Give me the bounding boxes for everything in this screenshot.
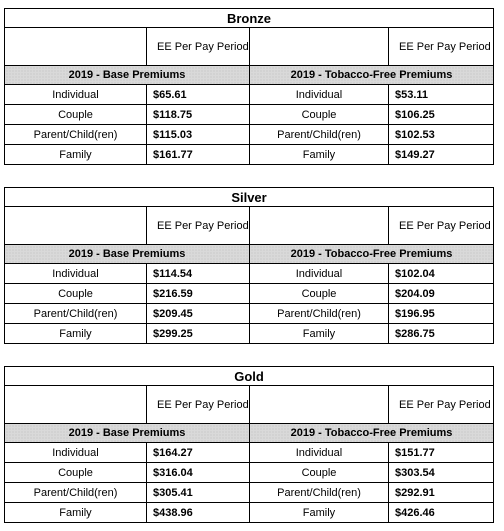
base-premium: $161.77: [147, 145, 250, 165]
tier-label: Parent/Child(ren): [250, 483, 389, 503]
tier-label: Family: [5, 503, 147, 523]
tier-label: Family: [250, 324, 389, 344]
column-header-base: EE Per Pay Period: [147, 207, 250, 245]
section-label-tobacco-free: 2019 - Tobacco-Free Premiums: [250, 245, 494, 264]
empty-cell: [250, 207, 389, 245]
plan-title: Silver: [5, 188, 494, 207]
table-row: [5, 284, 494, 304]
base-premium: $216.59: [147, 284, 250, 304]
table-row: [5, 463, 494, 483]
tobacco-free-premium: $102.04: [389, 264, 494, 284]
tobacco-free-premium: $426.46: [389, 503, 494, 523]
table-row: [5, 483, 494, 503]
tier-label: Couple: [250, 284, 389, 304]
tier-label: Couple: [5, 284, 147, 304]
plan-title: Gold: [5, 367, 494, 386]
base-premium: $299.25: [147, 324, 250, 344]
tier-label: Family: [250, 503, 389, 523]
tier-label: Family: [5, 324, 147, 344]
base-premium: $316.04: [147, 463, 250, 483]
base-premium: $118.75: [147, 105, 250, 125]
silver-premium-table: [4, 187, 494, 344]
tobacco-free-premium: $204.09: [389, 284, 494, 304]
tobacco-free-premium: $286.75: [389, 324, 494, 344]
column-header-tobacco-free: EE Per Pay Period: [389, 207, 494, 245]
tier-label: Parent/Child(ren): [5, 483, 147, 503]
column-header-tobacco-free: EE Per Pay Period: [389, 386, 494, 424]
gold-premium-table: [4, 366, 494, 523]
table-row: [5, 85, 494, 105]
base-premium: $164.27: [147, 443, 250, 463]
table-row: [5, 145, 494, 165]
section-label-base: 2019 - Base Premiums: [5, 66, 250, 85]
column-header-base: EE Per Pay Period: [147, 386, 250, 424]
tier-label: Individual: [250, 264, 389, 284]
base-premium: $115.03: [147, 125, 250, 145]
table-row: [5, 304, 494, 324]
table-row: [5, 105, 494, 125]
tier-label: Individual: [250, 443, 389, 463]
tobacco-free-premium: $151.77: [389, 443, 494, 463]
empty-cell: [5, 386, 147, 424]
tier-label: Couple: [5, 463, 147, 483]
tier-label: Individual: [5, 264, 147, 284]
base-premium: $209.45: [147, 304, 250, 324]
base-premium: $305.41: [147, 483, 250, 503]
tier-label: Parent/Child(ren): [250, 304, 389, 324]
tier-label: Couple: [5, 105, 147, 125]
tobacco-free-premium: $102.53: [389, 125, 494, 145]
tobacco-free-premium: $53.11: [389, 85, 494, 105]
plan-title: Bronze: [5, 9, 494, 28]
tobacco-free-premium: $196.95: [389, 304, 494, 324]
table-row: [5, 125, 494, 145]
tier-label: Family: [5, 145, 147, 165]
tier-label: Individual: [5, 85, 147, 105]
tier-label: Couple: [250, 105, 389, 125]
tier-label: Individual: [250, 85, 389, 105]
tier-label: Parent/Child(ren): [5, 125, 147, 145]
section-label-base: 2019 - Base Premiums: [5, 424, 250, 443]
empty-cell: [250, 28, 389, 66]
empty-cell: [5, 207, 147, 245]
table-row: [5, 264, 494, 284]
tobacco-free-premium: $292.91: [389, 483, 494, 503]
base-premium: $114.54: [147, 264, 250, 284]
section-label-base: 2019 - Base Premiums: [5, 245, 250, 264]
tier-label: Individual: [5, 443, 147, 463]
table-row: [5, 443, 494, 463]
section-label-tobacco-free: 2019 - Tobacco-Free Premiums: [250, 66, 494, 85]
tier-label: Parent/Child(ren): [5, 304, 147, 324]
table-row: [5, 503, 494, 523]
table-row: [5, 324, 494, 344]
column-header-tobacco-free: EE Per Pay Period: [389, 28, 494, 66]
section-label-tobacco-free: 2019 - Tobacco-Free Premiums: [250, 424, 494, 443]
empty-cell: [5, 28, 147, 66]
tobacco-free-premium: $106.25: [389, 105, 494, 125]
column-header-base: EE Per Pay Period: [147, 28, 250, 66]
base-premium: $438.96: [147, 503, 250, 523]
tobacco-free-premium: $149.27: [389, 145, 494, 165]
tobacco-free-premium: $303.54: [389, 463, 494, 483]
empty-cell: [250, 386, 389, 424]
tier-label: Family: [250, 145, 389, 165]
bronze-premium-table: [4, 8, 494, 165]
tier-label: Couple: [250, 463, 389, 483]
base-premium: $65.61: [147, 85, 250, 105]
tier-label: Parent/Child(ren): [250, 125, 389, 145]
